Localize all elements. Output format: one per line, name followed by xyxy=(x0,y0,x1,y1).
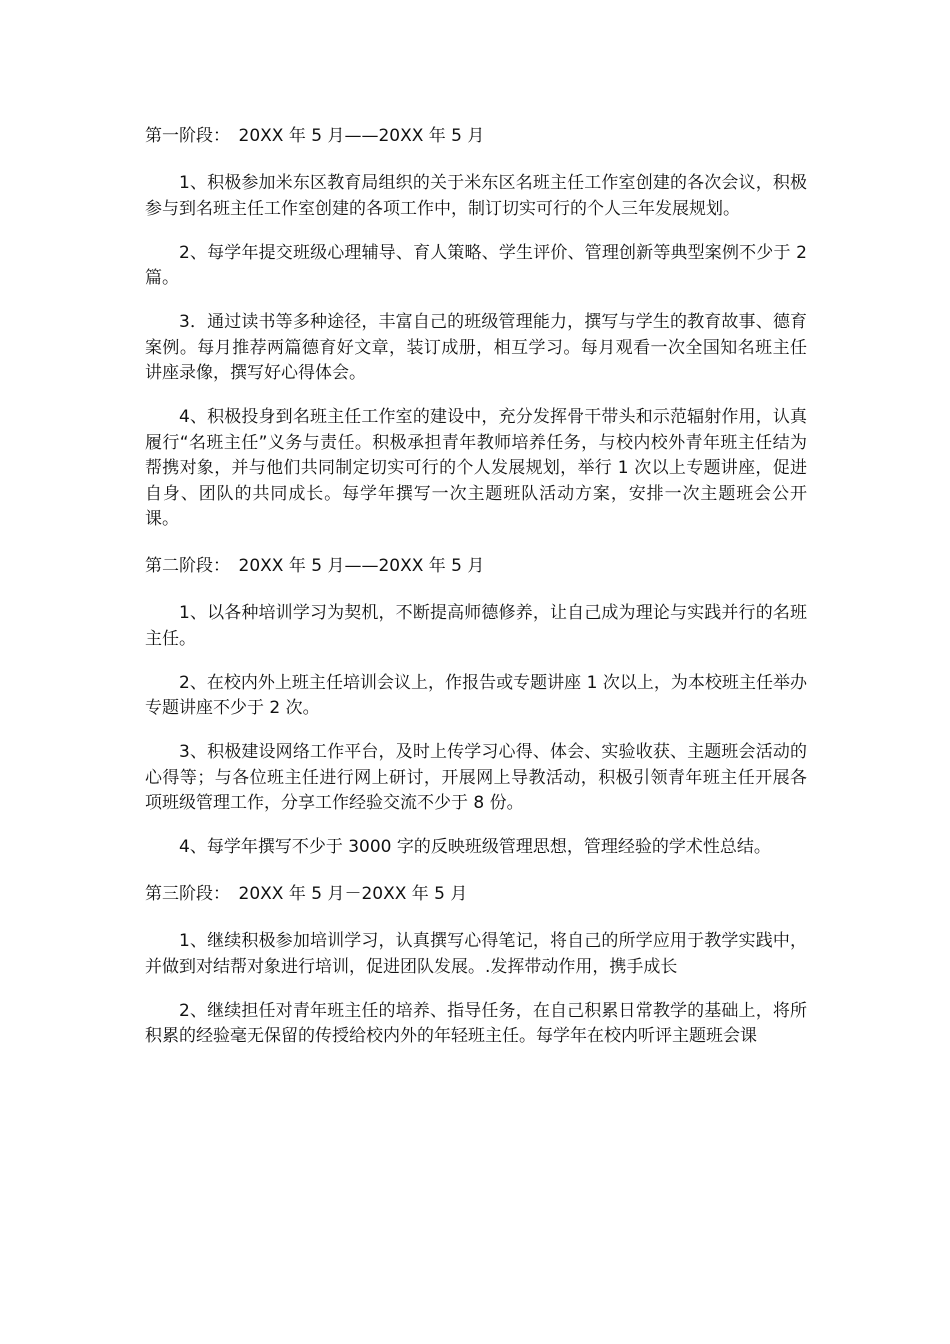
stage3-item-2: 2、继续担任对青年班主任的培养、指导任务，在自己积累日常教学的基础上，将所积累的经验毫无保留的传授给校内外的年轻班主任。每学年在校内听评主题班会课 xyxy=(145,1000,807,1046)
stage2-item-4: 4、每学年撰写不少于 3000 字的反映班级管理思想，管理经验的学术性总结。 xyxy=(179,837,771,857)
stage-heading-1: 第一阶段： 20XX 年 5 月——20XX 年 5 月 xyxy=(145,126,485,146)
document-body xyxy=(145,121,807,1068)
stage1-item-2: 2、每学年提交班级心理辅导、育人策略、学生评价、管理创新等典型案例不少于 2 篇。 xyxy=(145,242,807,288)
stage1-item-3: 3．通过读书等多种途径，丰富自己的班级管理能力，撰写与学生的教育故事、德育案例。每月推荐两篇德育好文章，装订成册，相互学习。每月观看一次全国知名班主任讲座录像，撰写好心得体会。 xyxy=(145,312,807,383)
stage1-item-4: 4、积极投身到名班主任工作室的建设中，充分发挥骨干带头和示范辐射作用，认真履行“名班主任”义务与责任。积极承担青年教师培养任务，与校内校外青年班主任结为帮携对象，并与他们共同制定切实可行的个人发展规划，举行 1 次以上专题讲座，促进自身、团队的共同成长。每学年撰写一次主题班队活动方案，安排一次主题班会公开课。 xyxy=(145,407,807,529)
stage-heading-2: 第二阶段： 20XX 年 5 月——20XX 年 5 月 xyxy=(145,556,485,576)
stage1-item-1: 1、积极参加米东区教育局组织的关于米东区名班主任工作室创建的各次会议，积极参与到名班主任工作室创建的各项工作中，制订切实可行的个人三年发展规划。 xyxy=(145,173,807,219)
stage2-item-3: 3、积极建设网络工作平台，及时上传学习心得、体会、实验收获、主题班会活动的心得等；与各位班主任进行网上研讨，开展网上导教活动，积极引领青年班主任开展各项班级管理工作，分享工作经验交流不少于 8 份。 xyxy=(145,742,807,813)
stage2-item-1: 1、以各种培训学习为契机，不断提高师德修养，让自己成为理论与实践并行的名班主任。 xyxy=(145,603,807,649)
stage-heading-3: 第三阶段： 20XX 年 5 月－20XX 年 5 月 xyxy=(145,884,468,904)
stage3-item-1: 1、继续积极参加培训学习，认真撰写心得笔记，将自己的所学应用于教学实践中，并做到对结帮对象进行培训，促进团队发展。.发挥带动作用，携手成长 xyxy=(145,931,807,977)
stage2-item-2: 2、在校内外上班主任培训会议上，作报告或专题讲座 1 次以上，为本校班主任举办专题讲座不少于 2 次。 xyxy=(145,672,807,718)
